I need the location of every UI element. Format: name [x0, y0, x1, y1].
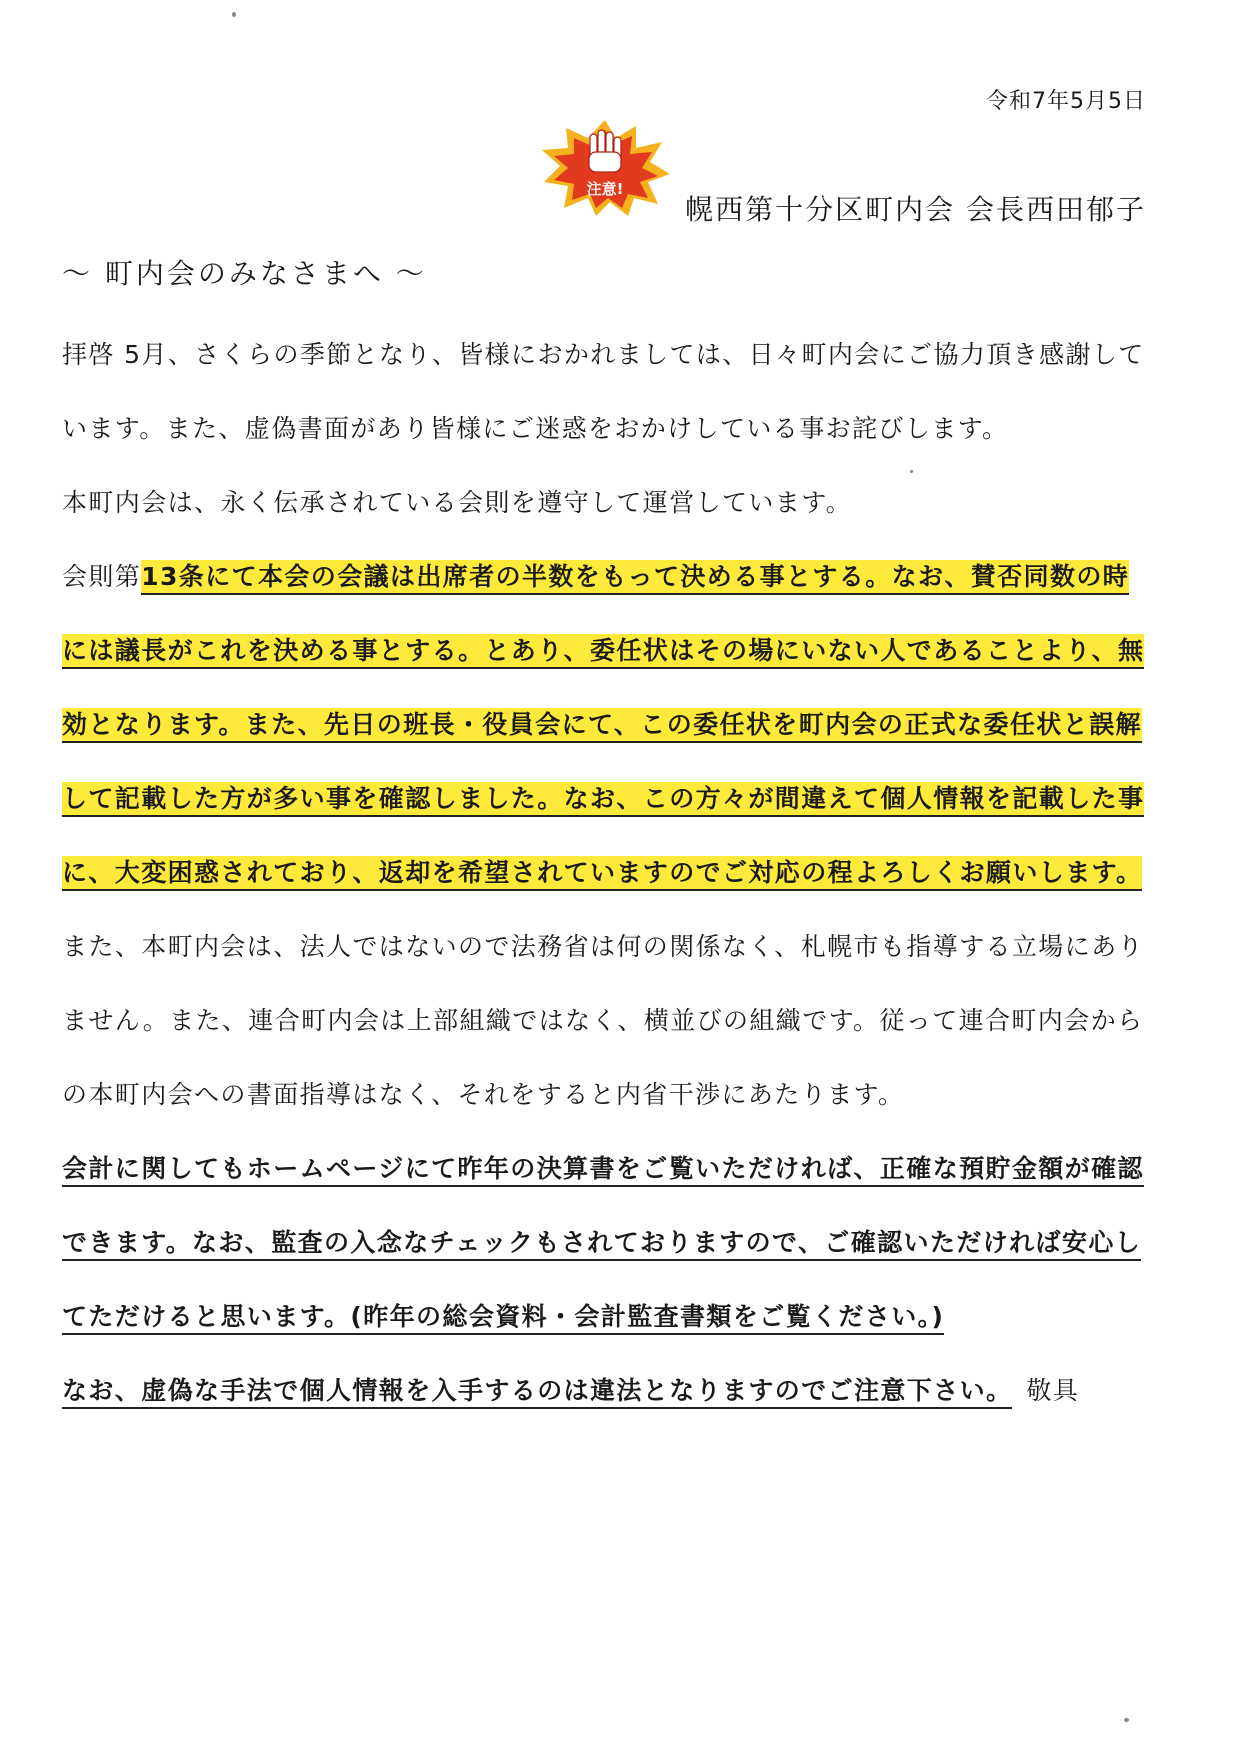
document-heading: ～ 町内会のみなさまへ ～ [62, 257, 427, 290]
greeting-paragraph: 拝啓 5月、さくらの季節となり、皆様におかれましては、日々町内会にご協力頂き感謝しています。また、虚偽書面があり皆様にご迷惑をおかけしている事お詫びします。 [62, 340, 1145, 443]
closing-keigu: 敬具 [1026, 1376, 1080, 1405]
underlined-accounting-text: 会計に関してもホームページにて昨年の決算書をご覧いただければ、正確な預貯金額が確認できます。なお、監査の入念なチェックもされておりますので、ご確認いただければ安心してただけると思います。(昨年の総会資料・会計監査書類をご覧ください。) [62, 1154, 1144, 1335]
document-date: 令和7年5月5日 [986, 89, 1146, 114]
highlighted-article-text: 13条にて本会の会議は出席者の半数をもって決める事とする。なお、賛否同数の時には議長がこれを決める事とする。とあり、委任状はその場にいない人であることより、無効となります。また、先日の班長・役員会にて、この委任状を町内会の正式な委任状と誤解して記載した方が多い事を確認しました。なお、この方々が間違えて個人情報を記載した事に、大変困惑されており、返却を希望されていますのでご対応の程よろしくお願いします。 [62, 560, 1144, 891]
sender-line: 幌西第十分区町内会 会長西田郁子 [685, 193, 1146, 226]
bylaws-paragraph: 本町内会は、永く伝承されている会則を遵守して運営しています。 [62, 488, 853, 517]
raised-hand-icon [589, 130, 621, 172]
caution-badge [538, 118, 672, 218]
legal-paragraph: また、本町内会は、法人ではないので法務省は何の関係なく、札幌市も指導する立場にありません。また、連合町内会は上部組織ではなく、横並びの組織です。従って連合町内会からの本町内会への書面指導はなく、それをすると内省干渉にあたります。 [62, 932, 1144, 1109]
scan-speck [910, 470, 913, 473]
warning-paragraph [62, 1354, 1152, 1428]
scan-speck [232, 12, 236, 17]
letter-body [62, 318, 1152, 1428]
scan-speck [1124, 1718, 1129, 1722]
badge-label: 注意! [586, 180, 624, 198]
accounting-paragraph [62, 1132, 1152, 1354]
underlined-warning-text: なお、虚偽な手法で個人情報を入手するのは違法となりますのでご注意下さい。 [62, 1376, 1012, 1409]
article-prefix: 会則第 [62, 562, 142, 591]
article-paragraph [62, 540, 1152, 910]
